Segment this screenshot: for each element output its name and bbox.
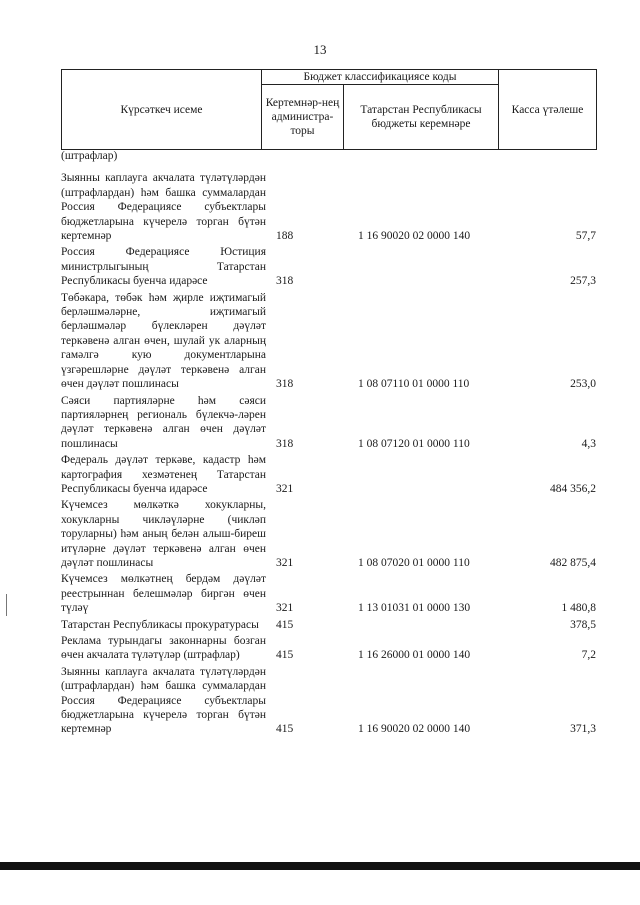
table-row	[61, 634, 596, 663]
row-admin-code: 415	[276, 723, 294, 736]
row-amount: 4,3	[581, 437, 596, 450]
table-row	[61, 291, 596, 392]
row-amount: 371,3	[570, 723, 596, 736]
row-name: (штрафлар)	[61, 150, 118, 162]
row-name: Төбәкара, төбәк һәм җирле иҗтимагый берләшмәләрне, иҗтимагый берләшмәләр бүлекләрен дәүләт теркәвенә алган өчен, шулай ук аларның гамәлгә кую документларына үзгәрешләрне дәүләт теркәвенә алган өчен дәүләт пошлинасы	[61, 291, 266, 391]
row-name: Реклама турындагы законнарны бозган өчен акчалата түләтүләр (штрафлар)	[61, 635, 266, 662]
row-revenue-code: 1 08 07120 01 0000 110	[358, 437, 470, 450]
row-name: Күчемсез мөлкәткә хокукларны, хокукларны чикләүләрне (чикләп торуларны) һәм аның белән алыш-биреш итүләрне дәүләт теркәвенә алган өчен дәүләт пошлинасы	[61, 499, 266, 569]
table-row	[61, 498, 596, 570]
row-admin-code: 188	[276, 230, 294, 243]
row-admin-code: 415	[276, 618, 294, 631]
row-admin-code: 318	[276, 378, 294, 391]
row-admin-code: 321	[276, 602, 294, 615]
page-number: 13	[313, 42, 327, 57]
table-row	[61, 453, 596, 496]
table-row	[61, 572, 596, 615]
row-name: Сәяси партияләрне һәм сәяси партияләрнең региональ бүлекчә-ләрен дәүләт теркәвенә алган өчен дәүләт пошлинасы	[61, 394, 266, 450]
row-revenue-code: 1 13 01031 01 0000 130	[358, 602, 471, 615]
row-revenue-code: 1 16 90020 02 0000 140	[358, 723, 471, 736]
header-cash-execution: Касса үтәлеше	[499, 70, 597, 150]
scan-artifact-line	[6, 594, 7, 616]
table-header	[61, 69, 597, 150]
row-name: Татарстан Республикасы прокуратурасы	[61, 618, 259, 631]
scan-bottom-border	[0, 862, 640, 870]
row-admin-code: 415	[276, 649, 294, 662]
header-administrator: Кертемнәр-нең администра-торы	[262, 85, 344, 150]
header-budget-codes: Бюджет классификациясе коды	[262, 70, 499, 85]
row-name: Россия Федерациясе Юстиция министрлыгының Татарстан Республикасы буенча идарәсе	[61, 246, 266, 288]
row-amount: 1 480,8	[561, 602, 596, 615]
row-name: Күчемсез мөлкәтнең бердәм дәүләт реестрыннан белешмәләр биргән өчен түләү	[61, 573, 266, 615]
table-body	[61, 149, 596, 739]
row-admin-code: 318	[276, 437, 294, 450]
row-revenue-code: 1 08 07110 01 0000 110	[358, 378, 470, 391]
row-amount: 484 356,2	[550, 482, 596, 495]
row-revenue-code: 1 16 90020 02 0000 140	[358, 230, 471, 243]
row-admin-code: 321	[276, 482, 294, 495]
row-amount: 378,5	[570, 618, 596, 631]
table-row	[61, 394, 596, 452]
header-indicator-name: Күрсәткеч исеме	[62, 70, 262, 150]
row-name: Федераль дәүләт теркәве, кадастр һәм картография хезмәтенең Татарстан Республикасы буенча идарәсе	[61, 454, 266, 495]
row-admin-code: 318	[276, 275, 294, 288]
row-amount: 57,7	[575, 230, 596, 243]
row-revenue-code: 1 16 26000 01 0000 140	[358, 649, 471, 662]
row-amount: 482 875,4	[550, 556, 596, 569]
row-revenue-code: 1 08 07020 01 0000 110	[358, 556, 470, 569]
header-tatarstan-revenues: Татарстан Республикасы бюджеты керемнәре	[344, 85, 499, 150]
row-name: Зыянны каплауга акчалата түләтүләрдән (штрафлардан) һәм башка суммалардан Россия Федерациясе субъектлары бюджетларына күчерелә торган бүтән кертемнәр	[61, 172, 266, 243]
row-name: Зыянны каплауга акчалата түләтүләрдән (штрафлардан) һәм башка суммалардан Россия Федерациясе субъектлары бюджетларына күчерелә торган бүтән кертемнәр	[61, 665, 266, 736]
table-row	[61, 665, 596, 737]
table-row	[61, 149, 596, 163]
row-amount: 7,2	[581, 649, 596, 662]
row-amount: 257,3	[570, 275, 596, 288]
row-amount: 253,0	[570, 378, 596, 391]
table-row	[61, 618, 596, 632]
table-row	[61, 245, 596, 288]
row-admin-code: 321	[276, 556, 294, 569]
table-row	[61, 171, 596, 243]
